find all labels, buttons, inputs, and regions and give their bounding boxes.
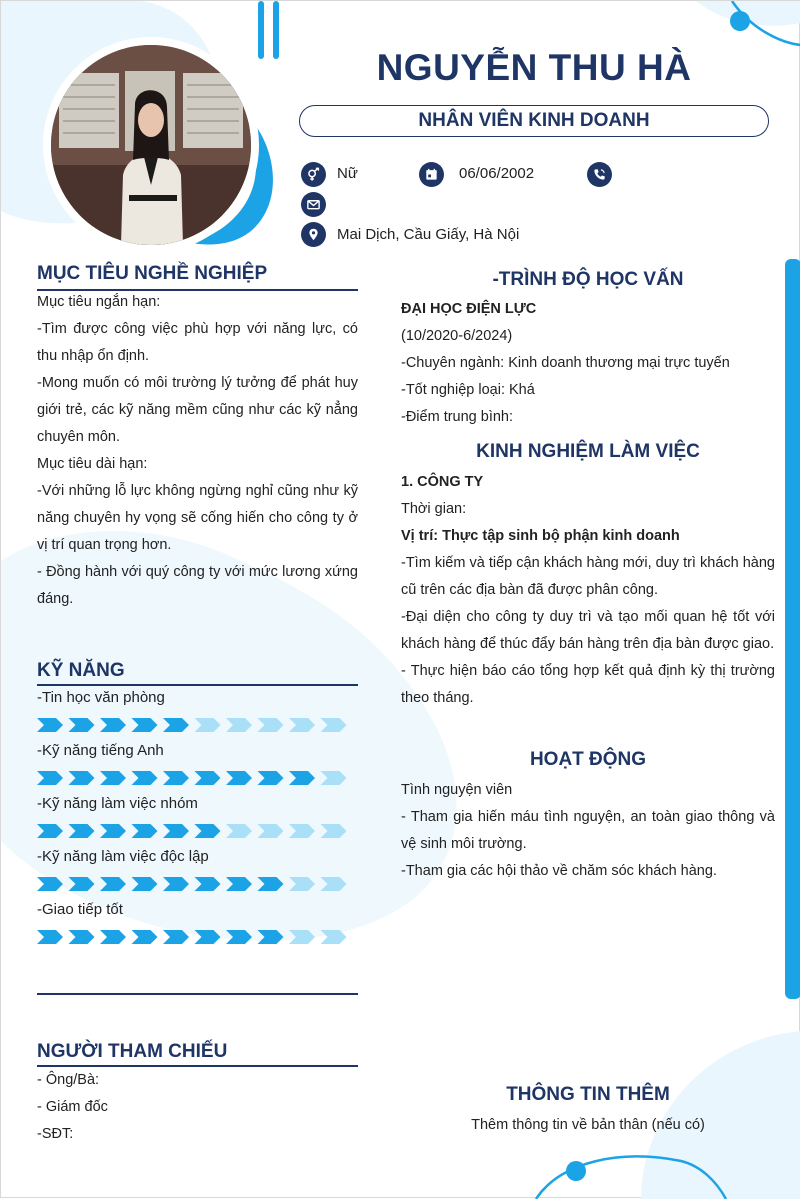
skill-chevron-filled	[69, 930, 95, 944]
bg-bar-1	[258, 1, 264, 59]
activity-line: Tình nguyện viên	[401, 782, 513, 798]
skill-chevron-filled	[69, 824, 95, 838]
skill-chevron-empty	[258, 718, 284, 732]
education-gpa: -Điểm trung bình:	[401, 409, 514, 425]
skill-chevron-empty	[195, 718, 221, 732]
skill-chevron-filled	[100, 771, 126, 785]
skill-chevron-filled	[258, 877, 284, 891]
skill-chevron-filled	[226, 877, 252, 891]
skill-chevron-filled	[163, 877, 189, 891]
gender-icon	[301, 162, 326, 187]
skills-rule	[37, 684, 358, 686]
skill-chevron-empty	[321, 824, 347, 838]
experience-body	[401, 469, 775, 712]
objective-heading: MỤC TIÊU NGHỀ NGHIỆP	[37, 263, 268, 284]
skill-chevron-empty	[289, 877, 315, 891]
skill-chevron-empty	[226, 718, 252, 732]
skill-chevron-filled	[69, 718, 95, 732]
bg-dot-top-right	[730, 11, 750, 31]
skill-chevron-filled	[195, 824, 221, 838]
job-title: NHÂN VIÊN KINH DOANH	[299, 105, 769, 137]
skill-chevron-filled	[289, 771, 315, 785]
bg-bar-right	[785, 259, 800, 999]
skill-chevron-filled	[100, 930, 126, 944]
experience-heading: KINH NGHIỆM LÀM VIỆC	[476, 441, 700, 462]
skill-chevron-filled	[37, 771, 63, 785]
skill-chevron-filled	[37, 930, 63, 944]
skill-chevron-filled	[100, 877, 126, 891]
skill-chevron-filled	[100, 824, 126, 838]
skill-chevron-empty	[321, 930, 347, 944]
bg-bar-2	[273, 1, 279, 59]
skill-level-bar	[37, 929, 357, 945]
phone-icon	[587, 162, 612, 187]
objective-paragraph: -Mong muốn có môi trường lý tưởng để phát huy giới trẻ, các kỹ năng mềm cũng như các kỹ nẳng chuyên môn.	[37, 375, 358, 445]
activity-line: - Tham gia hiến máu tình nguyện, an toàn giao thông và vệ sinh môi trường.	[401, 809, 775, 852]
skill-chevron-empty	[226, 824, 252, 838]
skill-chevron-filled	[132, 877, 158, 891]
skills-heading: KỸ NĂNG	[37, 660, 125, 681]
objective-paragraph: Mục tiêu ngắn hạn:	[37, 294, 161, 310]
skill-level-bar	[37, 770, 357, 786]
references-body	[37, 1067, 358, 1148]
experience-duty: - Thực hiện báo cáo tổng hợp kết quả định kỳ thị trường theo tháng.	[401, 663, 775, 706]
skill-chevron-empty	[289, 718, 315, 732]
objective-paragraph: -Tìm được công việc phù hợp với năng lực, có thu nhập ổn định.	[37, 321, 358, 364]
skill-chevron-filled	[100, 718, 126, 732]
skill-chevron-empty	[289, 930, 315, 944]
address-value: Mai Dịch, Cầu Giấy, Hà Nội	[337, 226, 520, 243]
education-period: (10/2020-6/2024)	[401, 328, 513, 344]
skill-chevron-filled	[132, 771, 158, 785]
skill-chevron-filled	[195, 930, 221, 944]
location-icon	[301, 222, 326, 247]
skill-chevron-filled	[37, 824, 63, 838]
skill-label: -Giao tiếp tốt	[37, 901, 123, 918]
skill-chevron-empty	[321, 771, 347, 785]
activity-line: -Tham gia các hội thảo về chăm sóc khách hàng.	[401, 863, 717, 879]
education-major: -Chuyên ngành: Kinh doanh thương mại trực tuyến	[401, 355, 730, 371]
extra-info-text: Thêm thông tin về bản thân (nếu có)	[471, 1117, 705, 1133]
skill-chevron-filled	[132, 718, 158, 732]
calendar-icon	[419, 162, 444, 187]
experience-duty: -Tìm kiếm và tiếp cận khách hàng mới, duy trì khách hàng cũ trên các địa bàn đã được phân công.	[401, 555, 775, 598]
objective-body	[37, 289, 358, 613]
skill-chevron-filled	[163, 718, 189, 732]
skill-chevron-filled	[132, 824, 158, 838]
reference-line: - Ông/Bà:	[37, 1072, 100, 1088]
skill-chevron-filled	[258, 930, 284, 944]
extra-info-heading: THÔNG TIN THÊM	[506, 1084, 670, 1105]
skill-label: -Tin học văn phòng	[37, 689, 165, 706]
skill-chevron-empty	[289, 824, 315, 838]
reference-line: - Giám đốc	[37, 1099, 108, 1115]
objective-paragraph: Mục tiêu dài hạn:	[37, 456, 148, 472]
objective-paragraph: -Với những lỗ lực không ngừng nghỉ cũng như kỹ năng chuyên hy vọng sẽ cống hiến cho công ty ở vị trí quan trọng hơn.	[37, 483, 358, 553]
education-grade: -Tốt nghiệp loại: Khá	[401, 382, 535, 398]
profile-photo	[51, 45, 251, 245]
experience-company: 1. CÔNG TY	[401, 474, 484, 490]
experience-time: Thời gian:	[401, 501, 467, 517]
gender-value: Nữ	[337, 165, 358, 182]
activities-body	[401, 777, 775, 885]
skill-chevron-filled	[69, 771, 95, 785]
references-heading: NGƯỜI THAM CHIẾU	[37, 1041, 228, 1062]
skill-level-bar	[37, 823, 357, 839]
skill-chevron-empty	[321, 718, 347, 732]
bg-dot-bottom	[566, 1161, 586, 1181]
email-icon	[301, 192, 326, 217]
experience-duty: -Đại diện cho công ty duy trì và tạo mối quan hệ tốt với khách hàng để thúc đẩy bán hàng trên địa bàn được giao.	[401, 609, 775, 652]
education-heading: -TRÌNH ĐỘ HỌC VẤN	[492, 269, 684, 290]
skill-chevron-filled	[69, 877, 95, 891]
skill-chevron-filled	[37, 877, 63, 891]
activities-heading: HOẠT ĐỘNG	[529, 749, 647, 770]
experience-position: Vị trí: Thực tập sinh bộ phận kinh doanh	[401, 528, 680, 544]
skill-chevron-empty	[258, 824, 284, 838]
skill-label: -Kỹ năng làm việc độc lập	[37, 848, 209, 865]
skills-bottom-rule	[37, 993, 358, 995]
education-body	[401, 296, 775, 431]
skill-level-bar	[37, 876, 357, 892]
skill-chevron-filled	[226, 771, 252, 785]
skill-chevron-filled	[195, 771, 221, 785]
skill-chevron-filled	[226, 930, 252, 944]
education-school: ĐẠI HỌC ĐIỆN LỰC	[401, 301, 537, 317]
skill-level-bar	[37, 717, 357, 733]
candidate-name: NGUYỄN THU HÀ	[376, 47, 692, 88]
objective-paragraph: - Đồng hành với quý công ty với mức lương xứng đáng.	[37, 564, 358, 607]
skill-chevron-filled	[258, 771, 284, 785]
skill-chevron-filled	[163, 771, 189, 785]
skill-label: -Kỹ năng làm việc nhóm	[37, 795, 198, 812]
skill-chevron-filled	[37, 718, 63, 732]
skill-chevron-filled	[163, 930, 189, 944]
birthday-value: 06/06/2002	[459, 165, 535, 182]
skill-chevron-empty	[321, 877, 347, 891]
skill-label: -Kỹ năng tiếng Anh	[37, 742, 164, 759]
reference-line: -SĐT:	[37, 1126, 74, 1142]
skill-chevron-filled	[195, 877, 221, 891]
skill-chevron-filled	[163, 824, 189, 838]
skill-chevron-filled	[132, 930, 158, 944]
